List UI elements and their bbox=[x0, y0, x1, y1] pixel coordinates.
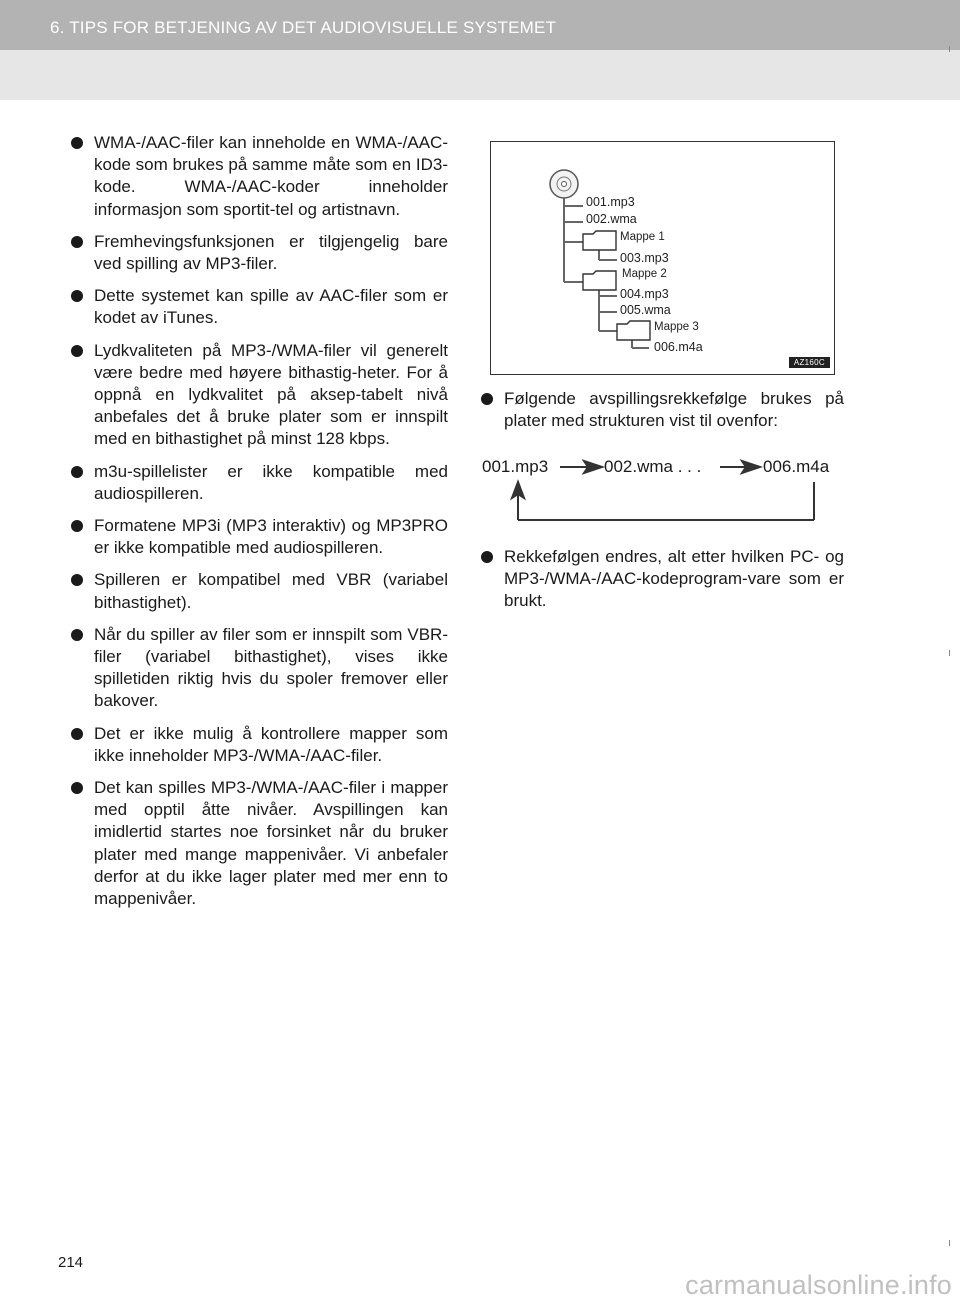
bullet-item bbox=[68, 285, 448, 329]
bullet-item bbox=[68, 569, 448, 613]
figure-code: AZ160C bbox=[789, 357, 830, 368]
bullet-text: Følgende avspillingsrekkefølge brukes på plater med strukturen vist til ovenfor: bbox=[504, 389, 844, 431]
chapter-title: 6. TIPS FOR BETJENING AV DET AUDIOVISUELLE SYSTEMET bbox=[50, 18, 557, 37]
bullet-text: Spilleren er kompatibel med VBR (variabel bithastighet). bbox=[94, 570, 448, 612]
folder-icon bbox=[617, 321, 650, 340]
bullet-text: Lydkvaliteten på MP3-/WMA-filer vil generelt være bedre med høyere bithastig-heter. For å oppnå en lydkvalitet på aksep-tabelt nivå anbefales det å bruke plater som er innspilt med en bithastighet på minst 128 kbps. bbox=[94, 340, 448, 449]
folder-label: Mappe 2 bbox=[622, 268, 667, 280]
edge-tick bbox=[949, 650, 950, 656]
page-number: 214 bbox=[58, 1254, 84, 1271]
left-column bbox=[68, 132, 448, 920]
bullet-item bbox=[68, 340, 448, 451]
bullet-text: Dette systemet kan spille av AAC-filer som er kodet av iTunes. bbox=[94, 286, 448, 328]
bullet-text: Det kan spilles MP3-/WMA-/AAC-filer i mapper med opptil åtte nivåer. Avspillingen kan imidlertid startes noe forsinket når du bruker plater med mange mappenivåer. Vi anbefaler derfor at du ikke lager plater med mer enn to mappenivåer. bbox=[94, 778, 448, 909]
right-column-bottom bbox=[478, 546, 844, 623]
folder-label: Mappe 3 bbox=[654, 321, 699, 333]
order-first: 001.mp3 bbox=[482, 457, 549, 476]
folder-label: Mappe 1 bbox=[620, 231, 665, 243]
bullet-text: Rekkefølgen endres, alt etter hvilken PC- og MP3-/WMA-/AAC-kodeprogram-vare som er brukt. bbox=[504, 547, 844, 611]
folder-icon bbox=[583, 231, 616, 250]
chapter-header bbox=[0, 0, 960, 50]
file-label: 001.mp3 bbox=[586, 195, 635, 209]
play-order-diagram bbox=[478, 450, 858, 530]
file-label: 006.m4a bbox=[654, 340, 703, 354]
bullet-text: Det er ikke mulig å kontrollere mapper som ikke inneholder MP3-/WMA-/AAC-filer. bbox=[94, 723, 448, 765]
bullet-item bbox=[68, 777, 448, 910]
folder-structure-diagram bbox=[490, 141, 835, 375]
bullet-text: Fremhevingsfunksjonen er tilgjengelig bare ved spilling av MP3-filer. bbox=[94, 231, 448, 274]
bullet-item bbox=[68, 231, 448, 275]
bullet-item bbox=[478, 546, 844, 613]
file-label: 003.mp3 bbox=[620, 251, 669, 265]
bullet-text: WMA-/AAC-filer kan inneholde en WMA-/AAC-kode som brukes på samme måte som en ID3-kode. WMA-/AAC-koder inneholder informasjon som sportit-tel og artistnavn. bbox=[94, 133, 448, 219]
folder-icon bbox=[583, 271, 616, 290]
order-second: 002.wma . . . bbox=[604, 457, 702, 476]
edge-tick bbox=[949, 46, 950, 52]
bullet-text: Formatene MP3i (MP3 interaktiv) og MP3PRO er ikke kompatible med audiospilleren. bbox=[94, 516, 448, 558]
bullet-item bbox=[68, 624, 448, 713]
bullet-item bbox=[68, 461, 448, 505]
bullet-item bbox=[68, 723, 448, 767]
bullet-item bbox=[68, 515, 448, 559]
file-label: 004.mp3 bbox=[620, 287, 669, 301]
file-label: 002.wma bbox=[586, 212, 637, 226]
file-label: 005.wma bbox=[620, 303, 671, 317]
header-band bbox=[0, 50, 960, 100]
bullet-item bbox=[478, 388, 844, 432]
bullet-item bbox=[68, 132, 448, 221]
order-last: 006.m4a bbox=[763, 457, 830, 476]
bullet-text: m3u-spillelister er ikke kompatible med audiospilleren. bbox=[94, 461, 448, 503]
bullet-text: Når du spiller av filer som er innspilt som VBR-filer (variabel bithastighet), vises ikke spilletiden riktig hvis du spoler fremover eller bakover. bbox=[94, 624, 448, 711]
watermark: carmanualsonline.info bbox=[685, 1270, 952, 1300]
edge-tick bbox=[949, 1240, 950, 1246]
right-column-top bbox=[478, 388, 844, 442]
